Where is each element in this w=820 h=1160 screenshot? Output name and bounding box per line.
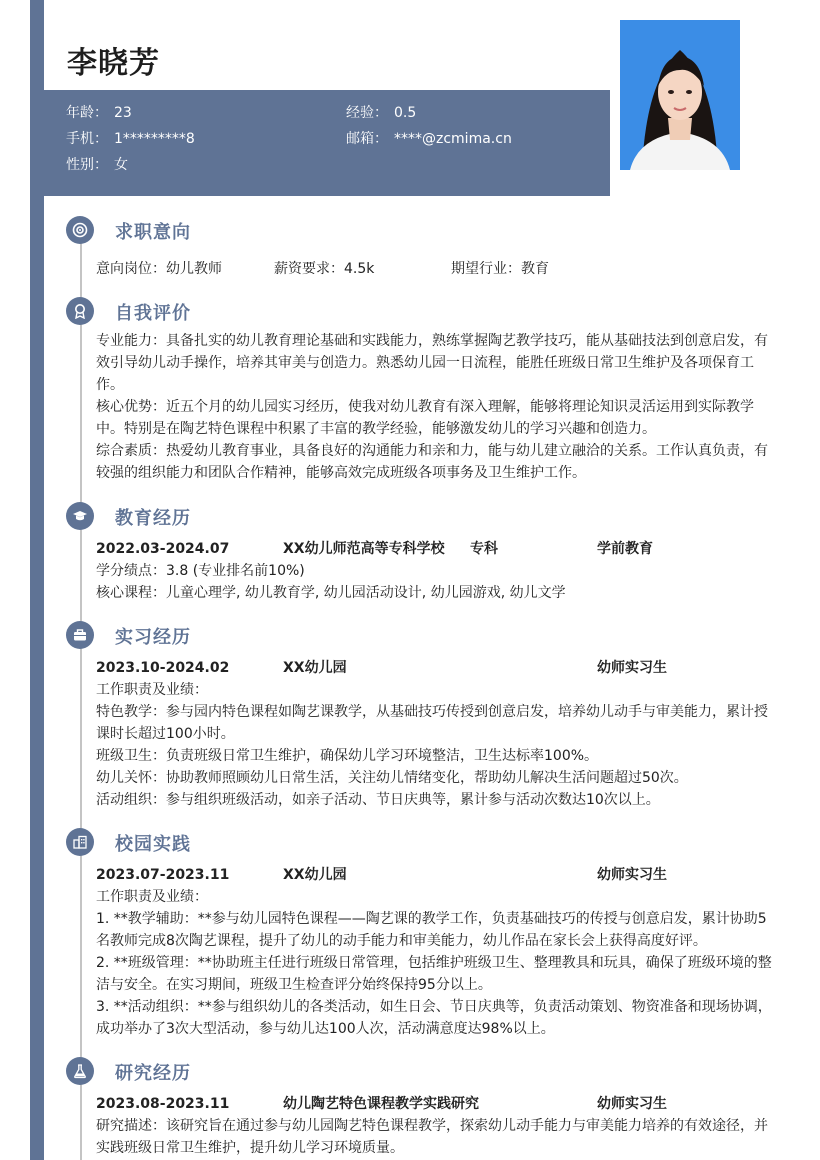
age-label: 年龄： <box>66 105 108 121</box>
age-value: 23 <box>114 105 132 121</box>
campus-role: 幼师实习生 <box>597 867 667 883</box>
section-title: 研究经历 <box>115 1063 191 1084</box>
research-description: 研究描述：该研究旨在通过参与幼儿园陶艺特色课程教学，探索幼儿动手能力与审美能力培养的有效途径，并实践班级日常卫生维护，提升幼儿学习环境质量。 <box>96 1118 768 1156</box>
section-title: 自我评价 <box>115 303 191 324</box>
email-value: ****@zcmima.cn <box>394 131 512 147</box>
internship-org: XX幼儿园 <box>283 660 347 676</box>
section-research <box>66 1057 776 1159</box>
section-title: 实习经历 <box>115 627 191 648</box>
internship-line: 工作职责及业绩： <box>96 682 208 698</box>
experience-value: 0.5 <box>394 105 417 121</box>
section-self-evaluation <box>66 297 776 484</box>
campus-line: 3. **活动组织：**参与组织幼儿的各类活动，如生日会、节日庆典等，负责活动策划、物资准备和现场协调，成功举办了3次大型活动，参与幼儿达100人次，活动满意度达98%以上。 <box>96 999 772 1037</box>
campus-date: 2023.07-2023.11 <box>96 867 230 883</box>
intent-salary: 薪资要求：4.5k <box>274 261 375 277</box>
experience-label: 经验： <box>346 105 388 121</box>
email-field <box>346 128 512 148</box>
section-education <box>66 502 776 604</box>
research-date: 2023.08-2023.11 <box>96 1096 230 1112</box>
age-field <box>66 102 132 122</box>
building-icon <box>66 828 94 856</box>
section-job-intent <box>66 216 776 280</box>
gender-field <box>66 154 128 174</box>
email-label: 邮箱： <box>346 131 388 147</box>
education-school: XX幼儿师范高等专科学校 <box>283 541 445 557</box>
briefcase-icon <box>66 621 94 649</box>
internship-line: 班级卫生：负责班级日常卫生维护，确保幼儿学习环境整洁，卫生达标率100%。 <box>96 748 599 764</box>
experience-field <box>346 102 416 122</box>
internship-line: 特色教学：参与园内特色课程如陶艺课教学，从基础技巧传授到创意启发，培养幼儿动手与审美能力，累计授课时长超过100小时。 <box>96 704 768 742</box>
research-role: 幼师实习生 <box>597 1096 667 1112</box>
intent-industry: 期望行业：教育 <box>451 261 549 277</box>
education-major: 学前教育 <box>597 541 653 557</box>
internship-line: 活动组织：参与组织班级活动，如亲子活动、节日庆典等，累计参与活动次数达10次以上。 <box>96 792 660 808</box>
profile-photo <box>620 20 740 170</box>
section-title: 校园实践 <box>115 834 191 855</box>
campus-line: 2. **班级管理：**协助班主任进行班级日常管理，包括维护班级卫生、整理教具和玩具，确保了班级环境的整洁与安全。在实习期间，班级卫生检查评分始终保持95分以上。 <box>96 955 772 993</box>
self-eval-paragraph: 综合素质：热爱幼儿教育事业，具备良好的沟通能力和亲和力，能与幼儿建立融洽的关系。工作认真负责，有较强的组织能力和团队合作精神，能够高效完成班级各项事务及卫生维护工作。 <box>96 443 768 481</box>
award-icon <box>66 297 94 325</box>
internship-date: 2023.10-2024.02 <box>96 660 230 676</box>
education-courses: 核心课程：儿童心理学, 幼儿教育学, 幼儿园活动设计, 幼儿园游戏, 幼儿文学 <box>96 585 566 601</box>
candidate-name: 李晓芳 <box>67 46 160 81</box>
self-eval-paragraph: 核心优势：近五个月的幼儿园实习经历，使我对幼儿教育有深入理解，能够将理论知识灵活运用到实际教学中。特别是在陶艺特色课程中积累了丰富的教学经验，能够激发幼儿的学习兴趣和创造力。 <box>96 399 754 437</box>
section-title: 求职意向 <box>115 222 191 243</box>
phone-field <box>66 128 195 148</box>
campus-line: 工作职责及业绩： <box>96 889 208 905</box>
education-date: 2022.03-2024.07 <box>96 541 230 557</box>
internship-role: 幼师实习生 <box>597 660 667 676</box>
self-eval-paragraph: 专业能力：具备扎实的幼儿教育理论基础和实践能力，熟练掌握陶艺教学技巧，能从基础技法到创意启发，有效引导幼儿动手操作，培养其审美与创造力。熟悉幼儿园一日流程，能胜任班级日常卫生维护及各项保育工作。 <box>96 333 768 393</box>
campus-org: XX幼儿园 <box>283 867 347 883</box>
section-title: 教育经历 <box>115 508 191 529</box>
graduation-cap-icon <box>66 502 94 530</box>
phone-value: 1*********8 <box>114 131 195 147</box>
section-internship <box>66 621 776 811</box>
gender-label: 性别： <box>66 157 108 173</box>
campus-line: 1. **教学辅助：**参与幼儿园特色课程——陶艺课的教学工作，负责基础技巧的传授与创意启发，累计协助5名教师完成8次陶艺课程，提升了幼儿的动手能力和审美能力，幼儿作品在家长会上获得高度好评。 <box>96 911 767 949</box>
education-gpa: 学分绩点：3.8 (专业排名前10%) <box>96 563 305 579</box>
research-project: 幼儿陶艺特色课程教学实践研究 <box>283 1096 479 1112</box>
education-degree: 专科 <box>470 541 498 557</box>
phone-label: 手机： <box>66 131 108 147</box>
intent-position: 意向岗位：幼儿教师 <box>96 261 222 277</box>
flask-icon <box>66 1057 94 1085</box>
section-campus-practice <box>66 828 776 1040</box>
basic-info-panel <box>30 90 610 196</box>
internship-line: 幼儿关怀：协助教师照顾幼儿日常生活，关注幼儿情绪变化，帮助幼儿解决生活问题超过50次。 <box>96 770 688 786</box>
target-icon <box>66 216 94 244</box>
gender-value: 女 <box>114 157 128 173</box>
